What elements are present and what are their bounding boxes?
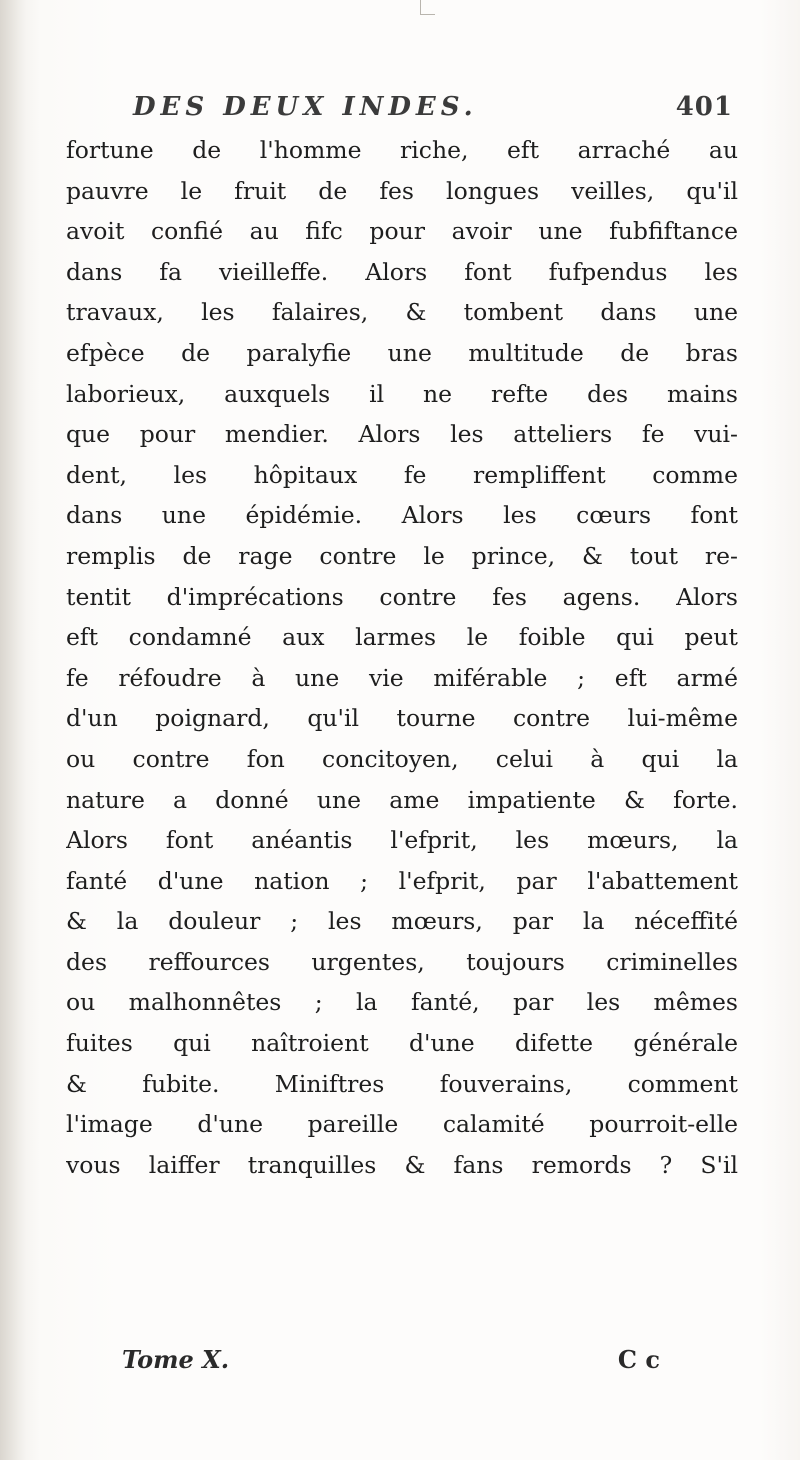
text-line: & la douleur ; les mœurs, par la néceffité — [66, 907, 738, 936]
volume-label: Tome X. — [122, 1345, 230, 1374]
text-line: vous laiffer tranquilles & fans remords ? S'il — [66, 1150, 738, 1179]
text-line: tentit d'imprécations contre fes agens. Alors — [66, 582, 738, 611]
text-line: fanté d'une nation ; l'efprit, par l'abattement — [66, 866, 738, 895]
text-line: fortune de l'homme riche, eft arraché au — [66, 136, 738, 164]
text-line: dans une épidémie. Alors les cœurs font — [66, 501, 738, 530]
body-text — [66, 130, 738, 1185]
text-line: nature a donné une ame impatiente & forte. — [66, 785, 738, 814]
signature-mark: C c — [617, 1345, 660, 1374]
text-line: travaux, les falaires, & tombent dans une — [66, 298, 738, 327]
text-line: dent, les hôpitaux fe rempliffent comme — [66, 460, 738, 489]
text-line: remplis de rage contre le prince, & tout re- — [66, 541, 738, 570]
page-footer — [122, 1345, 660, 1385]
text-line: efpèce de paralyfie une multitude de bras — [66, 338, 738, 367]
text-line: fe réfoudre à une vie miférable ; eft armé — [66, 663, 738, 692]
text-line: que pour mendier. Alors les atteliers fe vui- — [66, 420, 738, 449]
gutter-shadow — [0, 0, 26, 1460]
text-line: laborieux, auxquels il ne refte des mains — [66, 379, 738, 408]
text-line: fuites qui naîtroient d'une difette générale — [66, 1029, 738, 1058]
text-line: ou contre fon concitoyen, celui à qui la — [66, 744, 738, 773]
text-line: d'un poignard, qu'il tourne contre lui-même — [66, 704, 738, 733]
running-head-title: DES DEUX INDES. — [133, 92, 478, 122]
text-line: eft condamné aux larmes le foible qui peut — [66, 623, 738, 652]
page-corner-mark — [420, 0, 435, 15]
text-line: dans fa vieilleffe. Alors font fufpendus les — [66, 257, 738, 286]
text-line: avoit confié au fifc pour avoir une fubfiftance — [66, 217, 738, 246]
text-line: Alors font anéantis l'efprit, les mœurs, la — [66, 826, 738, 855]
text-line: des reffources urgentes, toujours criminelles — [66, 947, 738, 976]
running-head — [133, 92, 733, 126]
text-line: & fubite. Miniftres fouverains, comment — [66, 1069, 738, 1098]
text-line: ou malhonnêtes ; la fanté, par les mêmes — [66, 988, 738, 1017]
page-number: 401 — [675, 92, 733, 122]
text-line: l'image d'une pareille calamité pourroit-elle — [66, 1110, 738, 1139]
text-line: pauvre le fruit de fes longues veilles, qu'il — [66, 176, 738, 205]
